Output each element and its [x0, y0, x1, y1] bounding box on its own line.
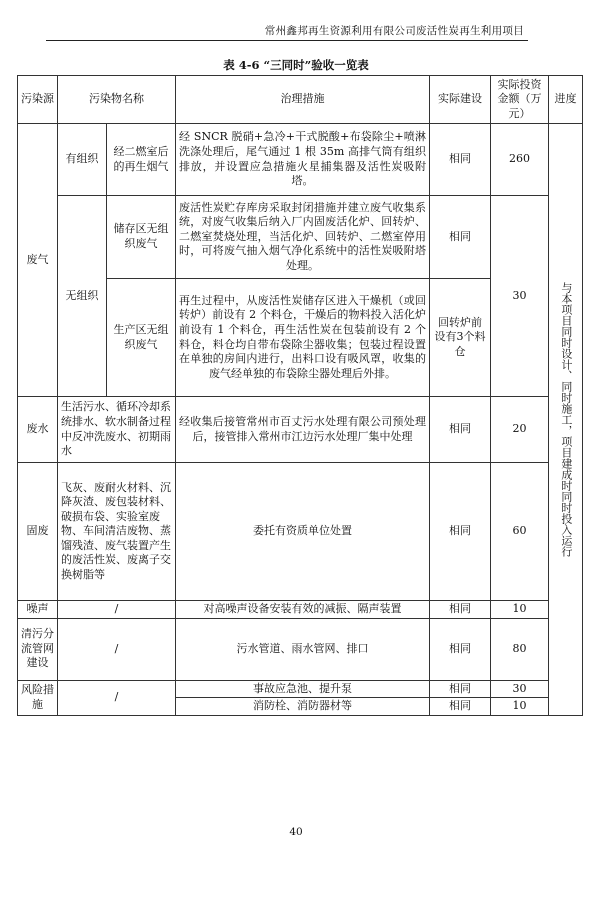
- pollutant-cell: 生活污水、循环冷却系统排水、软水制备过程中反冲洗废水、初期雨水: [58, 397, 176, 463]
- table-row: [18, 124, 583, 196]
- invest-cell: 260: [491, 124, 549, 196]
- table-row: [18, 618, 583, 680]
- source-cell-noise: 噪声: [18, 601, 58, 619]
- invest-cell: 10: [491, 698, 549, 716]
- invest-cell: 60: [491, 463, 549, 601]
- measure-cell: 经 SNCR 脱硝+急冷+干式脱酸+布袋除尘+喷淋洗涤处理后，尾气通过 1 根 35m 高排气筒有组织排放，并设置应急措施火星捕集器及活性炭吸附塔。: [176, 124, 430, 196]
- progress-text: 与本项目同时设计、同时施工，项目建成时同时投入运行: [559, 281, 573, 557]
- col-invest: 实际投资金额（万元）: [491, 76, 549, 124]
- acceptance-table: [17, 75, 583, 716]
- table-row: [18, 601, 583, 619]
- col-source: 污染源: [18, 76, 58, 124]
- page-header: 常州鑫邦再生资源利用有限公司废活性炭再生利用项目: [264, 25, 524, 37]
- table-row: [18, 680, 583, 698]
- page-number: 40: [289, 826, 303, 838]
- source-cell-water: 废水: [18, 397, 58, 463]
- actual-cell: 回转炉前设有3个料仓: [430, 279, 491, 397]
- actual-cell: 相同: [430, 601, 491, 619]
- actual-cell: 相同: [430, 618, 491, 680]
- col-measure: 治理措施: [176, 76, 430, 124]
- table-row: [18, 463, 583, 601]
- source-cell-sewer: 清污分流管网建设: [18, 618, 58, 680]
- measure-cell: 委托有资质单位处置: [176, 463, 430, 601]
- measure-cell: 对高噪声设备安装有效的减振、隔声装置: [176, 601, 430, 619]
- source-cell-gas: 废气: [18, 124, 58, 397]
- actual-cell: 相同: [430, 463, 491, 601]
- pollutant-cell: 经二燃室后的再生烟气: [107, 124, 176, 196]
- organized-cell: 有组织: [58, 124, 107, 196]
- actual-cell: 相同: [430, 698, 491, 716]
- pollutant-cell: 储存区无组织废气: [107, 196, 176, 279]
- progress-cell: [549, 124, 583, 716]
- col-actual: 实际建设: [430, 76, 491, 124]
- actual-cell: 相同: [430, 680, 491, 698]
- pollutant-cell: /: [58, 680, 176, 715]
- pollutant-cell: 飞灰、废耐火材料、沉降灰渣、废包装材料、破损布袋、实验室废物、车间清洁废物、蒸馏残渣、废气装置产生的废活性炭、废离子交换树脂等: [58, 463, 176, 601]
- actual-cell: 相同: [430, 196, 491, 279]
- table-row: [18, 397, 583, 463]
- measure-cell: 事故应急池、提升泵: [176, 680, 430, 698]
- source-cell-solid: 固废: [18, 463, 58, 601]
- invest-cell: 20: [491, 397, 549, 463]
- table-row: [18, 196, 583, 279]
- invest-cell: 30: [491, 680, 549, 698]
- pollutant-cell: /: [58, 618, 176, 680]
- pollutant-cell: 生产区无组织废气: [107, 279, 176, 397]
- measure-cell: 再生过程中，从废活性炭储存区进入干燥机（或回转炉）前设有 2 个料仓，干燥后的物料投入活化炉前设有 1 个料仓，再生活性炭在包装前设有 2 个料仓，料仓均自带布袋除尘器收集；包装过程设置在单独的房间内进行，出料口设有吸风罩，收集的废气经单独的布袋除尘器处理后外排。: [176, 279, 430, 397]
- measure-cell: 废活性炭贮存库房采取封闭措施并建立废气收集系统，对废气收集后纳入厂内固废活化炉、回转炉、二燃室焚烧处理，当活化炉、回转炉、二燃室停用时，可将废气抽入烟气净化系统中的活性炭吸附塔处理。: [176, 196, 430, 279]
- actual-cell: 相同: [430, 397, 491, 463]
- source-cell-risk: 风险措施: [18, 680, 58, 715]
- actual-cell: 相同: [430, 124, 491, 196]
- col-pollutant: 污染物名称: [58, 76, 176, 124]
- table-caption: 表 4-6 “三同时”验收一览表: [223, 58, 369, 72]
- measure-cell: 污水管道、雨水管网、排口: [176, 618, 430, 680]
- invest-cell: 30: [491, 196, 549, 397]
- measure-cell: 经收集后接管常州市百丈污水处理有限公司预处理后，接管排入常州市江边污水处理厂集中处理: [176, 397, 430, 463]
- header-row: [18, 76, 583, 124]
- pollutant-cell: /: [58, 601, 176, 619]
- invest-cell: 80: [491, 618, 549, 680]
- col-progress: 进度: [549, 76, 583, 124]
- measure-cell: 消防栓、消防器材等: [176, 698, 430, 716]
- unorganized-cell: 无组织: [58, 196, 107, 397]
- invest-cell: 10: [491, 601, 549, 619]
- header-rule: [46, 40, 528, 41]
